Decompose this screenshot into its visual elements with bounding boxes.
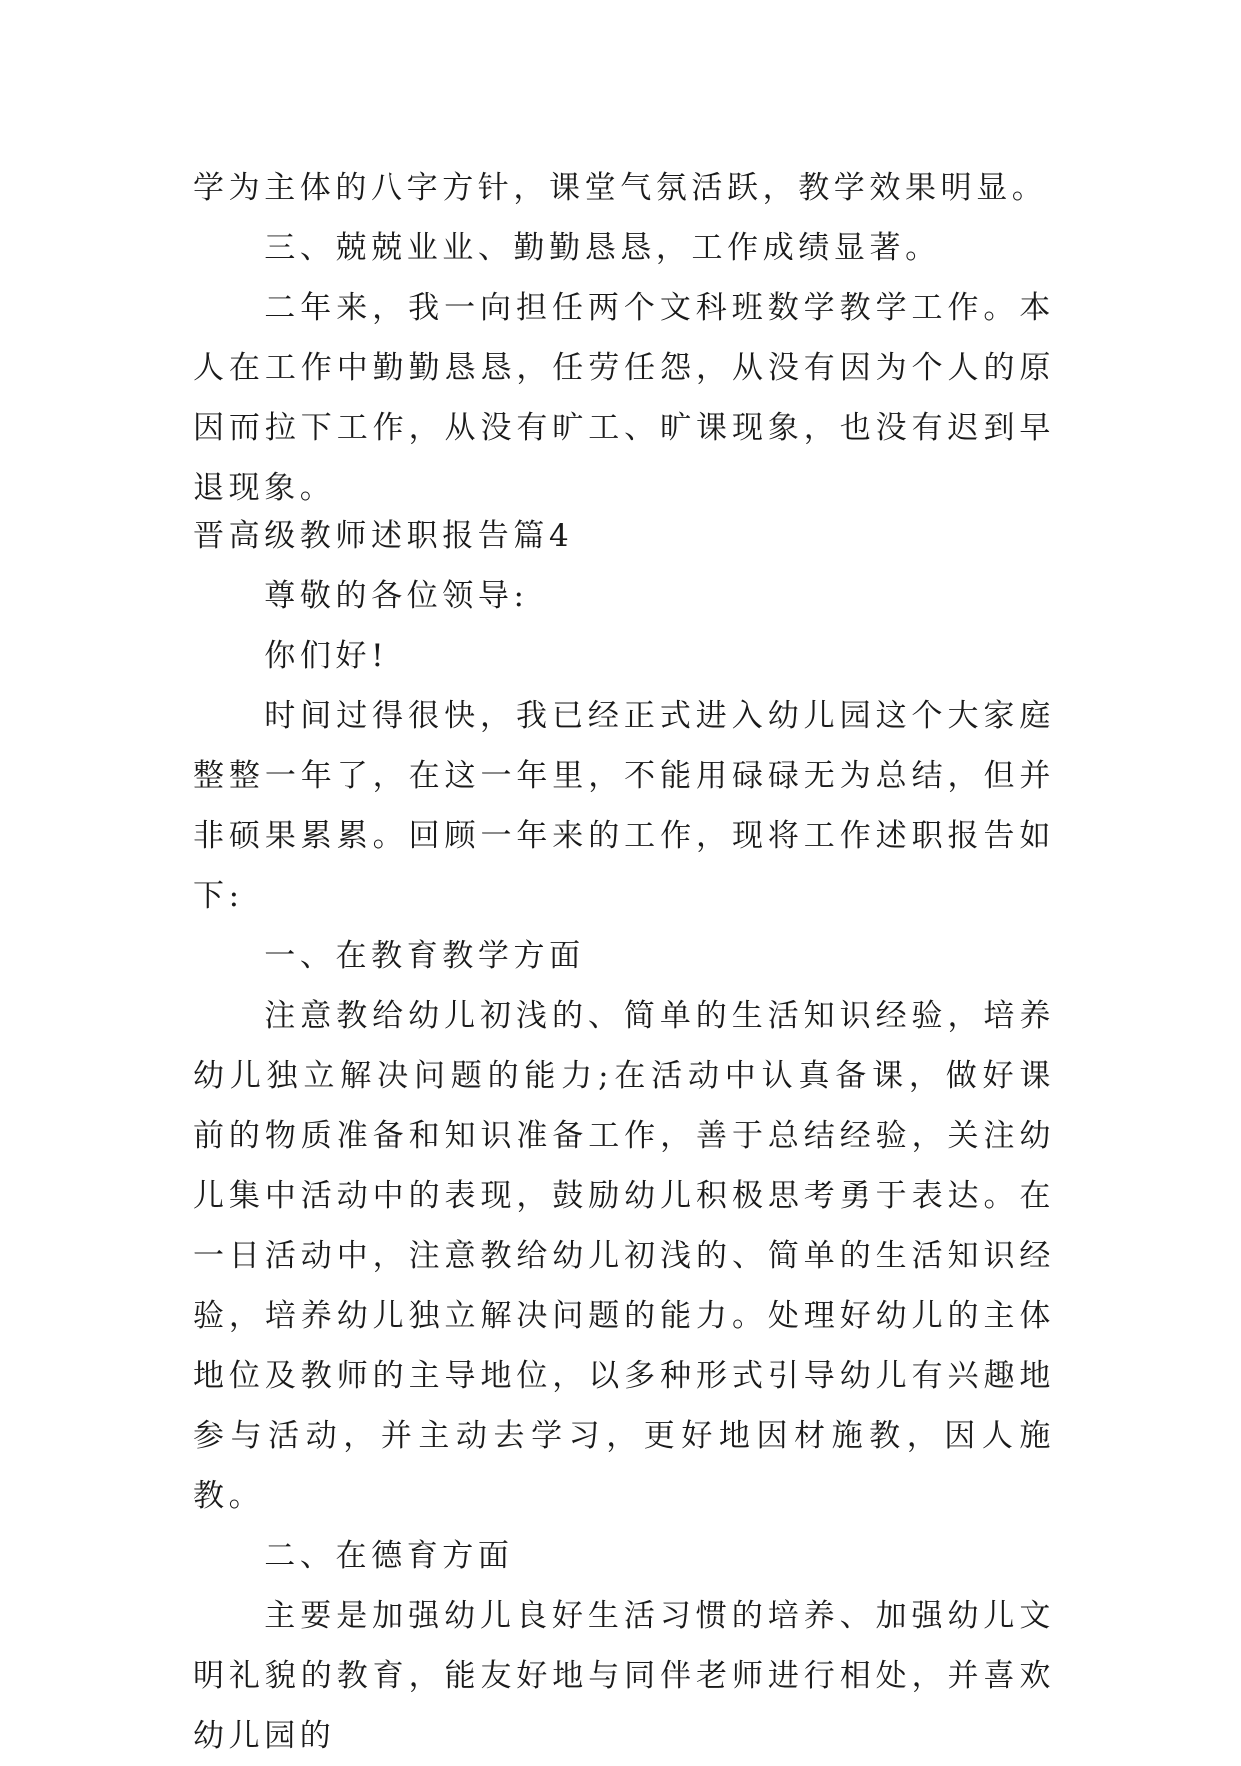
section-three-paragraph: 二年来，我一向担任两个文科班数学教学工作。本人在工作中勤勤恳恳，任劳任怨，从没有因为个人的原因而拉下工作，从没有旷工、旷课现象，也没有迟到早退现象。 bbox=[193, 290, 1055, 506]
report-section bbox=[193, 506, 1055, 1766]
salutation: 尊敬的各位领导: bbox=[264, 578, 529, 614]
paragraph-continuation-line: 学为主体的八字方针，课堂气氛活跃，教学效果明显。 bbox=[193, 170, 1048, 206]
section-three-heading: 三、兢兢业业、勤勤恳恳，工作成绩显著。 bbox=[264, 230, 941, 266]
intro-paragraph: 时间过得很快，我已经正式进入幼儿园这个大家庭整整一年了，在这一年里，不能用碌碌无为总结，但并非硕果累累。回顾一年来的工作，现将工作述职报告如下: bbox=[193, 698, 1055, 914]
previous-section-continuation bbox=[193, 158, 1055, 518]
greeting: 你们好! bbox=[264, 638, 389, 674]
section-one-heading: 一、在教育教学方面 bbox=[264, 938, 585, 974]
section-one-paragraph: 注意教给幼儿初浅的、简单的生活知识经验，培养幼儿独立解决问题的能力;在活动中认真备课，做好课前的物质准备和知识准备工作，善于总结经验，关注幼儿集中活动中的表现，鼓励幼儿积极思考勇于表达。在一日活动中，注意教给幼儿初浅的、简单的生活知识经验，培养幼儿独立解决问题的能力。处理好幼儿的主体地位及教师的主导地位，以多种形式引导幼儿有兴趣地参与活动，并主动去学习，更好地因材施教，因人施教。 bbox=[193, 998, 1055, 1514]
section-two-paragraph: 主要是加强幼儿良好生活习惯的培养、加强幼儿文明礼貌的教育，能友好地与同伴老师进行相处，并喜欢幼儿园的 bbox=[193, 1598, 1055, 1754]
report-title: 晋高级教师述职报告篇4 bbox=[193, 518, 574, 554]
section-two-heading: 二、在德育方面 bbox=[264, 1538, 514, 1574]
